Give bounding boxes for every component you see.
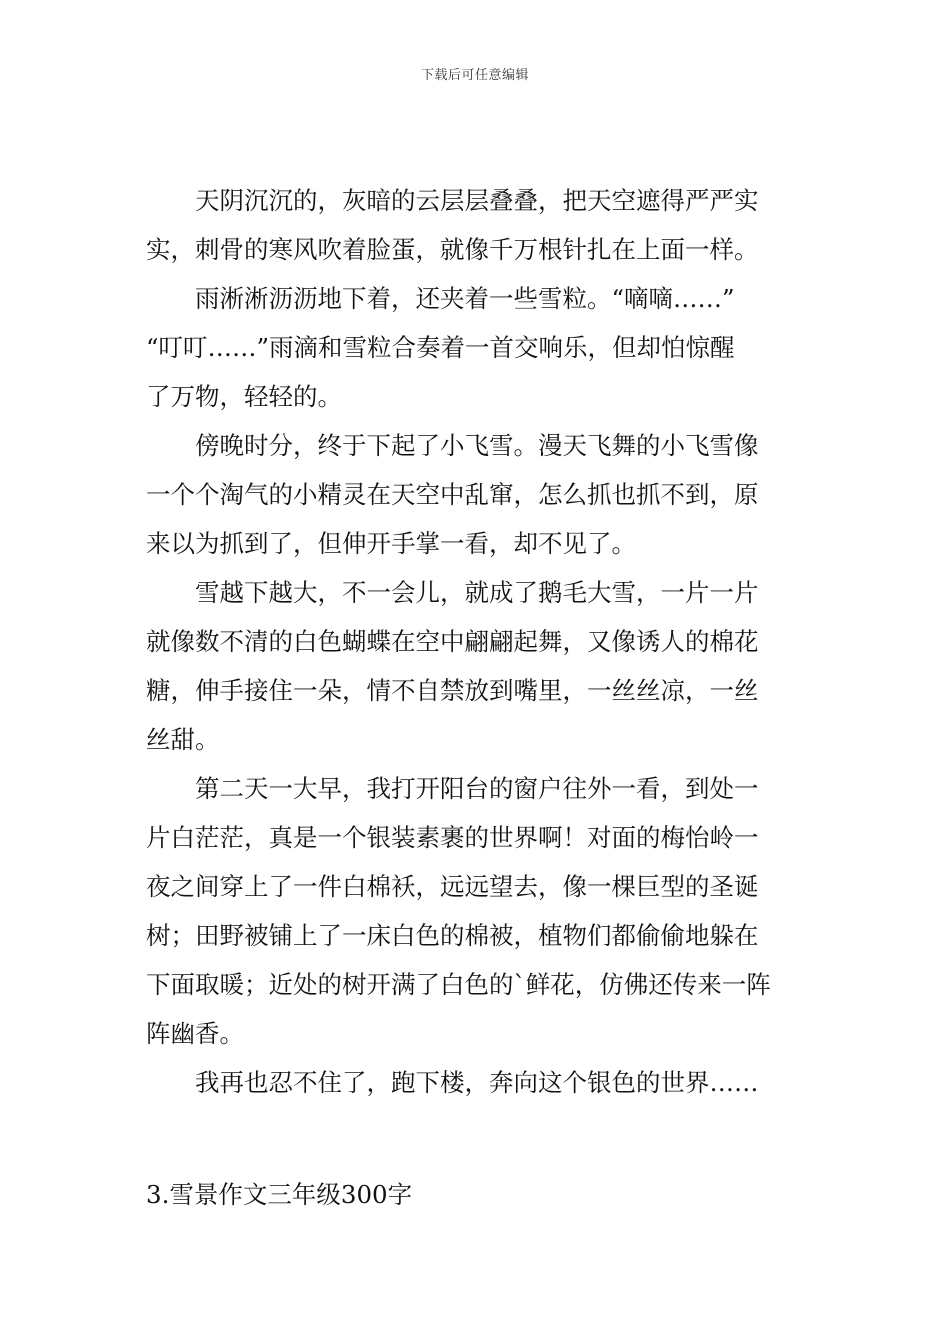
paragraph-line: 丝甜。 <box>146 725 220 754</box>
paragraph-line: 来以为抓到了，但伸开手掌一看，却不见了。 <box>146 529 636 558</box>
paragraph-line: 了万物，轻轻的。 <box>146 382 342 411</box>
paragraph-5 <box>146 764 806 1058</box>
paragraph-line: 片白茫茫，真是一个银装素裹的世界啊！对面的梅怡岭一 <box>146 823 759 852</box>
paragraph-line: 我再也忍不住了，跑下楼，奔向这个银色的世界…… <box>195 1068 759 1097</box>
paragraph-line: 一个个淘气的小精灵在天空中乱窜，怎么抓也抓不到，原 <box>146 480 759 509</box>
paragraph-line: 傍晚时分，终于下起了小飞雪。漫天飞舞的小飞雪像 <box>195 431 759 460</box>
paragraph-line: 糖，伸手接住一朵，情不自禁放到嘴里，一丝丝凉，一丝 <box>146 676 759 705</box>
paragraph-line: 实，刺骨的寒风吹着脸蛋，就像千万根针扎在上面一样。 <box>146 235 759 264</box>
paragraph-line: 树；田野被铺上了一床白色的棉被，植物们都偷偷地躲在 <box>146 921 759 950</box>
paragraph-2 <box>146 274 806 421</box>
paragraph-3 <box>146 421 806 568</box>
paragraph-line: 雨淅淅沥沥地下着，还夹着一些雪粒。“嘀嘀……” <box>195 284 735 313</box>
paragraph-line: 雪越下越大，不一会儿，就成了鹅毛大雪，一片一片 <box>195 578 759 607</box>
paragraph-6 <box>146 1058 806 1107</box>
paragraph-1 <box>146 176 806 274</box>
paragraph-4 <box>146 568 806 764</box>
paragraph-line: 第二天一大早，我打开阳台的窗户往外一看，到处一 <box>195 774 759 803</box>
paragraph-line: “叮叮……”雨滴和雪粒合奏着一首交响乐，但却怕惊醒 <box>146 333 735 362</box>
paragraph-line: 就像数不清的白色蝴蝶在空中翩翩起舞，又像诱人的棉花 <box>146 627 759 656</box>
essay-body <box>146 176 806 1107</box>
section-heading: 3.雪景作文三年级300字 <box>146 1180 413 1209</box>
paragraph-line: 阵幽香。 <box>146 1019 244 1048</box>
paragraph-line: 下面取暖；近处的树开满了白色的`鲜花，仿佛还传来一阵 <box>146 970 771 999</box>
header-note: 下载后可任意编辑 <box>420 68 529 83</box>
paragraph-line: 夜之间穿上了一件白棉袄，远远望去，像一棵巨型的圣诞 <box>146 872 759 901</box>
paragraph-line: 天阴沉沉的，灰暗的云层层叠叠，把天空遮得严严实 <box>195 186 759 215</box>
